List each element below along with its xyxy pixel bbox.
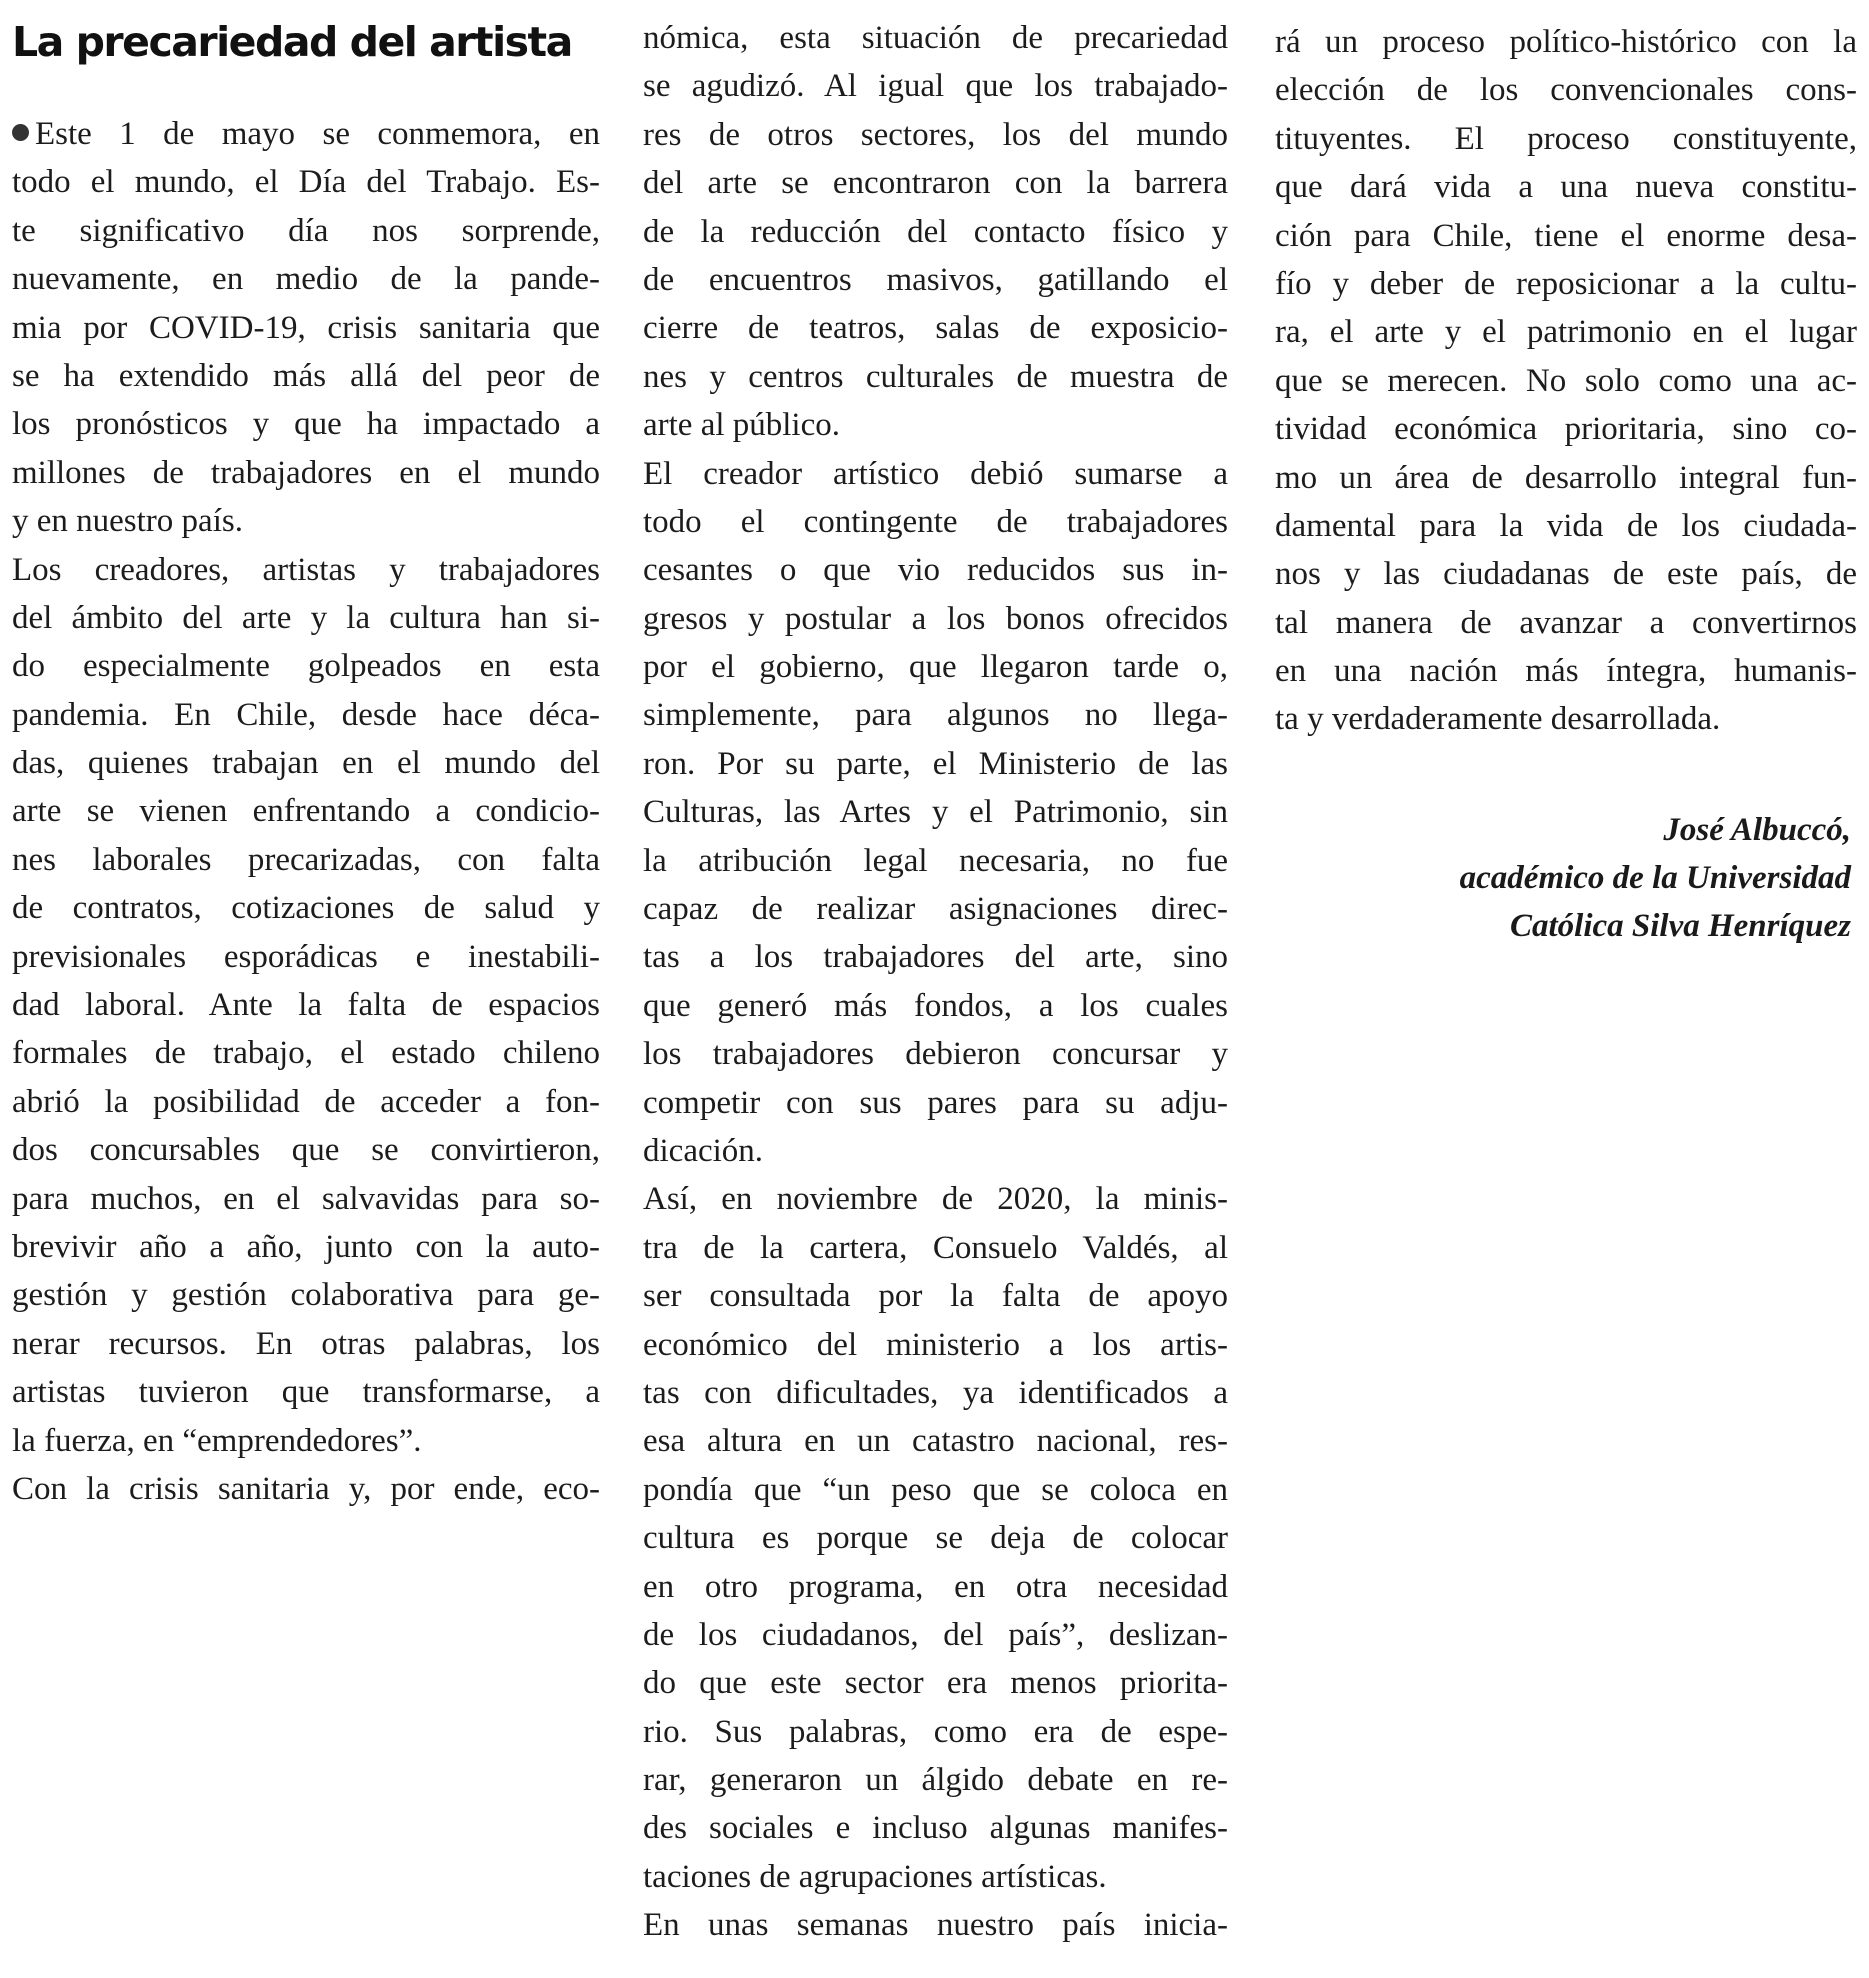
article-line: ser consultada por la falta de apoyo (643, 1278, 1228, 1315)
article-line: elección de los convencionales cons- (1275, 72, 1857, 109)
article-line: y en nuestro país. (12, 503, 243, 540)
article-line: competir con sus pares para su adju- (643, 1084, 1228, 1121)
article-line: rio. Sus palabras, como era de espe- (643, 1713, 1228, 1750)
article-line: formales de trabajo, el estado chileno (12, 1035, 600, 1072)
author-institution: Católica Silva Henríquez (1509, 908, 1851, 944)
article-line: de la reducción del contacto físico y (643, 213, 1228, 250)
article-line: das, quienes trabajan en el mundo del (12, 745, 600, 782)
article-line: previsionales esporádicas e inestabili- (12, 938, 600, 975)
author-name: José Albuccó, (1663, 812, 1851, 848)
article-line: se agudizó. Al igual que los trabajado- (643, 68, 1228, 105)
article-line: gestión y gestión colaborativa para ge- (12, 1277, 600, 1314)
article-line: todo el mundo, el Día del Trabajo. Es- (12, 164, 600, 201)
article-line: mo un área de desarrollo integral fun- (1275, 459, 1857, 496)
article-line: que se merecen. No solo como una ac- (1275, 362, 1857, 399)
article-line: cesantes o que vio reducidos sus in- (643, 552, 1228, 589)
author-signature (1460, 806, 1851, 950)
article-line: esa altura en un catastro nacional, res- (643, 1423, 1228, 1460)
article-line: arte al público. (643, 407, 841, 444)
article-line: dad laboral. Ante la falta de espacios (12, 987, 600, 1024)
article-line: des sociales e incluso algunas manifes- (643, 1810, 1228, 1847)
article-line: por el gobierno, que llegaron tarde o, (643, 649, 1228, 686)
article-line: tra de la cartera, Consuelo Valdés, al (643, 1229, 1228, 1266)
article-line: rar, generaron un álgido debate en re- (643, 1762, 1228, 1799)
article-line: damental para la vida de los ciudada- (1275, 507, 1857, 544)
article-line: nes laborales precarizadas, con falta (12, 841, 600, 878)
article-column-3 (1275, 18, 1857, 744)
article-line: tal manera de avanzar a convertirnos (1275, 604, 1857, 641)
article-line: abrió la posibilidad de acceder a fon- (12, 1083, 600, 1120)
article-line: Los creadores, artistas y trabajadores (12, 551, 600, 588)
article-line: tituyentes. El proceso constituyente, (1275, 120, 1857, 157)
article-line: Con la crisis sanitaria y, por ende, eco- (12, 1470, 600, 1507)
article-line: de contratos, cotizaciones de salud y (12, 890, 600, 927)
article-line: millones de trabajadores en el mundo (12, 454, 600, 491)
article-line: arte se vienen enfrentando a condicio- (12, 793, 600, 830)
article-line: tas con dificultades, ya identificados a (643, 1374, 1228, 1411)
article-line: se ha extendido más allá del peor de (12, 357, 600, 394)
article-line: brevivir año a año, junto con la auto- (12, 1228, 600, 1265)
article-line: para muchos, en el salvavidas para so- (12, 1180, 600, 1217)
article-column-2 (643, 14, 1228, 1950)
article-line: Este 1 de mayo se conmemora, en (12, 110, 600, 158)
article-line: económico del ministerio a los artis- (643, 1326, 1228, 1363)
article-line: tas a los trabajadores del arte, sino (643, 939, 1228, 976)
article-line: tividad económica prioritaria, sino co- (1275, 411, 1857, 448)
author-role: académico de la Universidad (1459, 860, 1851, 896)
article-line: res de otros sectores, los del mundo (643, 116, 1228, 153)
article-line: cierre de teatros, salas de exposicio- (643, 310, 1228, 347)
article-line: El creador artístico debió sumarse a (643, 455, 1228, 492)
article-line: rá un proceso político-histórico con la (1275, 24, 1857, 60)
article-line: nes y centros culturales de muestra de (643, 358, 1228, 395)
article-line: te significativo día nos sorprende, (12, 212, 600, 249)
article-line: En unas semanas nuestro país inicia- (643, 1907, 1228, 1944)
article-line: artistas tuvieron que transformarse, a (12, 1374, 600, 1411)
article-line: dos concursables que se convirtieron, (12, 1132, 600, 1169)
article-title: La precariedad del artista (12, 18, 572, 66)
article-line: del ámbito del arte y la cultura han si- (12, 599, 600, 636)
article-line: los pronósticos y que ha impactado a (12, 406, 600, 443)
article-line: taciones de agrupaciones artísticas. (643, 1858, 1107, 1895)
article-line: Culturas, las Artes y el Patrimonio, sin (643, 794, 1228, 831)
article-line: pandemia. En Chile, desde hace déca- (12, 696, 600, 733)
article-line: Así, en noviembre de 2020, la minis- (643, 1181, 1228, 1218)
article-line: capaz de realizar asignaciones direc- (643, 891, 1228, 928)
article-line: los trabajadores debieron concursar y (643, 1036, 1228, 1073)
article-line: que generó más fondos, a los cuales (643, 987, 1228, 1024)
article-line: mia por COVID-19, crisis sanitaria que (12, 309, 600, 346)
article-line: simplemente, para algunos no llega- (643, 697, 1228, 734)
article-line: ta y verdaderamente desarrollada. (1275, 701, 1721, 738)
article-line: nuevamente, en medio de la pande- (12, 261, 600, 298)
article-line: nos y las ciudadanas de este país, de (1275, 556, 1857, 593)
article-line: do que este sector era menos priorita- (643, 1665, 1228, 1702)
article-line: nerar recursos. En otras palabras, los (12, 1325, 600, 1362)
article-column-1 (12, 110, 600, 1513)
article-line: cultura es porque se deja de colocar (643, 1520, 1228, 1557)
article-line: todo el contingente de trabajadores (643, 503, 1228, 540)
article-line: ron. Por su parte, el Ministerio de las (643, 745, 1228, 782)
article-line: del arte se encontraron con la barrera (643, 165, 1228, 202)
article-line: de los ciudadanos, del país”, deslizan- (643, 1616, 1228, 1653)
article-line: ra, el arte y el patrimonio en el lugar (1275, 314, 1857, 351)
article-line: ción para Chile, tiene el enorme desa- (1275, 217, 1857, 254)
article-line: dicación. (643, 1132, 764, 1169)
article-line: de encuentros masivos, gatillando el (643, 261, 1228, 298)
article-line: do especialmente golpeados en esta (12, 648, 600, 685)
article-line: que dará vida a una nueva constitu- (1275, 169, 1857, 206)
article-line: fío y deber de reposicionar a la cultu- (1275, 265, 1857, 302)
article-line: en una nación más íntegra, humanis- (1275, 653, 1857, 690)
article-line: nómica, esta situación de precariedad (643, 20, 1228, 56)
article-line: la fuerza, en “emprendedores”. (12, 1422, 422, 1459)
bullet-icon (12, 124, 29, 141)
article-line: la atribución legal necesaria, no fue (643, 842, 1228, 879)
article-line: gresos y postular a los bonos ofrecidos (643, 600, 1228, 637)
article-line: en otro programa, en otra necesidad (643, 1568, 1228, 1605)
article-line: pondía que “un peso que se coloca en (643, 1471, 1228, 1508)
